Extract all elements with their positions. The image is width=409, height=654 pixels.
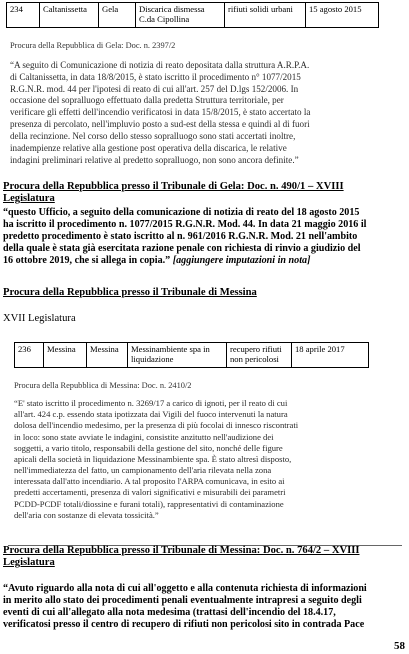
bold-line: “questo Ufficio, a seguito della comunicazione di notizia di reato del 18 agosto 2015 xyxy=(3,207,360,218)
messina-scanned-quote xyxy=(14,398,394,521)
bold-text: 16 ottobre 2019, che si allega in copia.” xyxy=(3,255,171,267)
messina-source-reference: Procura della Repubblica di Messina: Doc. n. 2410/2 xyxy=(14,381,192,390)
bold-line: predetto procedimento è stato iscritto al n. 961/2016 R.G.N.R. Mod. 21 nell'ambito xyxy=(3,231,358,243)
messina-doc-heading xyxy=(3,545,405,569)
bold-line: “Avuto riguardo alla nota di cui all'oggetto e alla contenuta richiesta di informazioni xyxy=(3,583,367,594)
quote-line: PCDD-PCDF totali/diossine e furani totali), rappresentativi di contaminazione xyxy=(14,498,284,509)
table-cell: Messina xyxy=(44,343,87,368)
table-cell: Messina xyxy=(87,343,128,368)
bold-line xyxy=(3,255,405,267)
heading-line: Procura della Repubblica presso il Tribunale di Messina: Doc. n. 764/2 – XVIII xyxy=(3,545,360,556)
table-cell: Discarica dismessa C.da Cipollina xyxy=(136,3,225,28)
quote-line: presenza di percolato, nell'impluvio posto a sud-est della stessa e quindi al di fuori xyxy=(10,119,310,130)
quote-line: “E' stato iscritto il procedimento n. 3269/17 a carico di ignoti, per il reato di cui xyxy=(14,398,288,408)
quote-line: inadempienze relative alla gestione post operativa della discarica, le relative xyxy=(10,142,287,153)
table-cell: 234 xyxy=(7,3,40,28)
quote-line: indagini preliminari relative al predetto sopralluogo, non sono ancora definite.” xyxy=(10,154,299,165)
gela-source-reference: Procura della Repubblica di Gela: Doc. n. 2397/2 xyxy=(10,41,176,50)
bold-line: della quale è stata già esercitata razione penale con richiesta di rinvio a giudizio del xyxy=(3,243,361,255)
quote-line: “A seguito di Comunicazione di notizia di reato depositata dalla struttura A.R.P.A. xyxy=(10,60,310,70)
mid-record-table xyxy=(14,342,369,368)
quote-line: occasione del sopralluogo effettuato dalla predetta Struttura territoriale, per xyxy=(10,95,284,106)
quote-line: della recinzione. Nel corso dello stesso sopralluogo sono stati accertati inoltre, xyxy=(10,130,296,141)
table-cell: 18 aprile 2017 xyxy=(292,343,369,368)
bold-line: verificatosi presso il centro di recupero di rifiuti non pericolosi sito in contrada Pace xyxy=(3,619,365,631)
bold-line: in merito allo stato dei procedimenti penali eventualmente intrapresi a seguito degli xyxy=(3,595,362,607)
gela-scanned-quote xyxy=(10,60,396,166)
quote-line: di Caltanissetta, in data 18/8/2015, è stato iscritto il procedimento n° 1077/2015 xyxy=(10,71,301,82)
quote-line: R.G.N.R. mod. 44 per l'ipotesi di reato di cui all'art. 257 del D.lgs 152/2006. In xyxy=(10,83,299,94)
gela-bold-quote xyxy=(3,207,405,268)
messina-section-heading: Procura della Repubblica presso il Tribunale di Messina xyxy=(3,287,257,298)
quote-line: dell'aria con sostanze di elevata tossicità.” xyxy=(14,509,159,520)
table-cell: Messinambiente spa in liquidazione xyxy=(128,343,227,368)
table-cell: rifiuti solidi urbani xyxy=(225,3,306,28)
messina-bold-quote xyxy=(3,583,405,631)
table-cell: recupero rifiuti non pericolosi xyxy=(227,343,292,368)
top-record-table xyxy=(6,2,379,28)
bold-line: eventi di cui all'allegato alla nota medesima (trattasi dell'incendio del 18.4.17, xyxy=(3,607,336,619)
table-cell: Gela xyxy=(99,3,136,28)
quote-line: interessata dall'atto incendiario. A tal proposito l'ARPA comunicava, in esito ai xyxy=(14,476,285,487)
heading-line: Legislatura xyxy=(3,193,55,205)
bold-line: ha iscritto il procedimento n. 1077/2015 R.G.N.R. Mod. 44. In data 21 maggio 2016 il xyxy=(3,219,367,231)
table-cell: 236 xyxy=(15,343,44,368)
legislature-label: XVII Legislatura xyxy=(3,313,76,324)
page-number: 58 xyxy=(394,640,405,652)
quote-line: verificare gli effetti dell'incendio verificatosi in data 15/8/2015, è stato accertato la xyxy=(10,107,311,118)
quote-line: soggetti, a vario titolo, responsabili della gestione del sito, nonché delle figure xyxy=(14,442,283,453)
editor-note: [aggiungere imputazioni in nota] xyxy=(172,255,311,267)
heading-line: Procura della Repubblica presso il Tribunale di Gela: Doc. n. 490/1 – XVIII xyxy=(3,181,344,192)
quote-line: in loco: sono state avviate le indagini, consistite anzitutto nell'audizione dei xyxy=(14,431,274,442)
quote-line: apicali della società in liquidazione Messinambiente spa. È stato altresì disposto, xyxy=(14,453,292,464)
table-cell: Caltanissetta xyxy=(40,3,99,28)
quote-line: nell'immediatezza del fatto, un campionamento dell'aria rilevata nella zona xyxy=(14,465,272,476)
gela-section-heading xyxy=(3,181,405,205)
table-cell: 15 agosto 2015 xyxy=(306,3,379,28)
quote-line: dolosa dell'incendio medesimo, per la presenza di più focolai di innesco riscontrati xyxy=(14,420,299,431)
heading-line: Legislatura xyxy=(3,557,55,569)
quote-line: all'art. 424 c.p. essendo stata ipotizzata dai Vigili del fuoco intervenuti la natura xyxy=(14,409,288,420)
quote-line: predetti accertamenti, presenza di valori significativi e misurabili dei parametri xyxy=(14,487,286,498)
